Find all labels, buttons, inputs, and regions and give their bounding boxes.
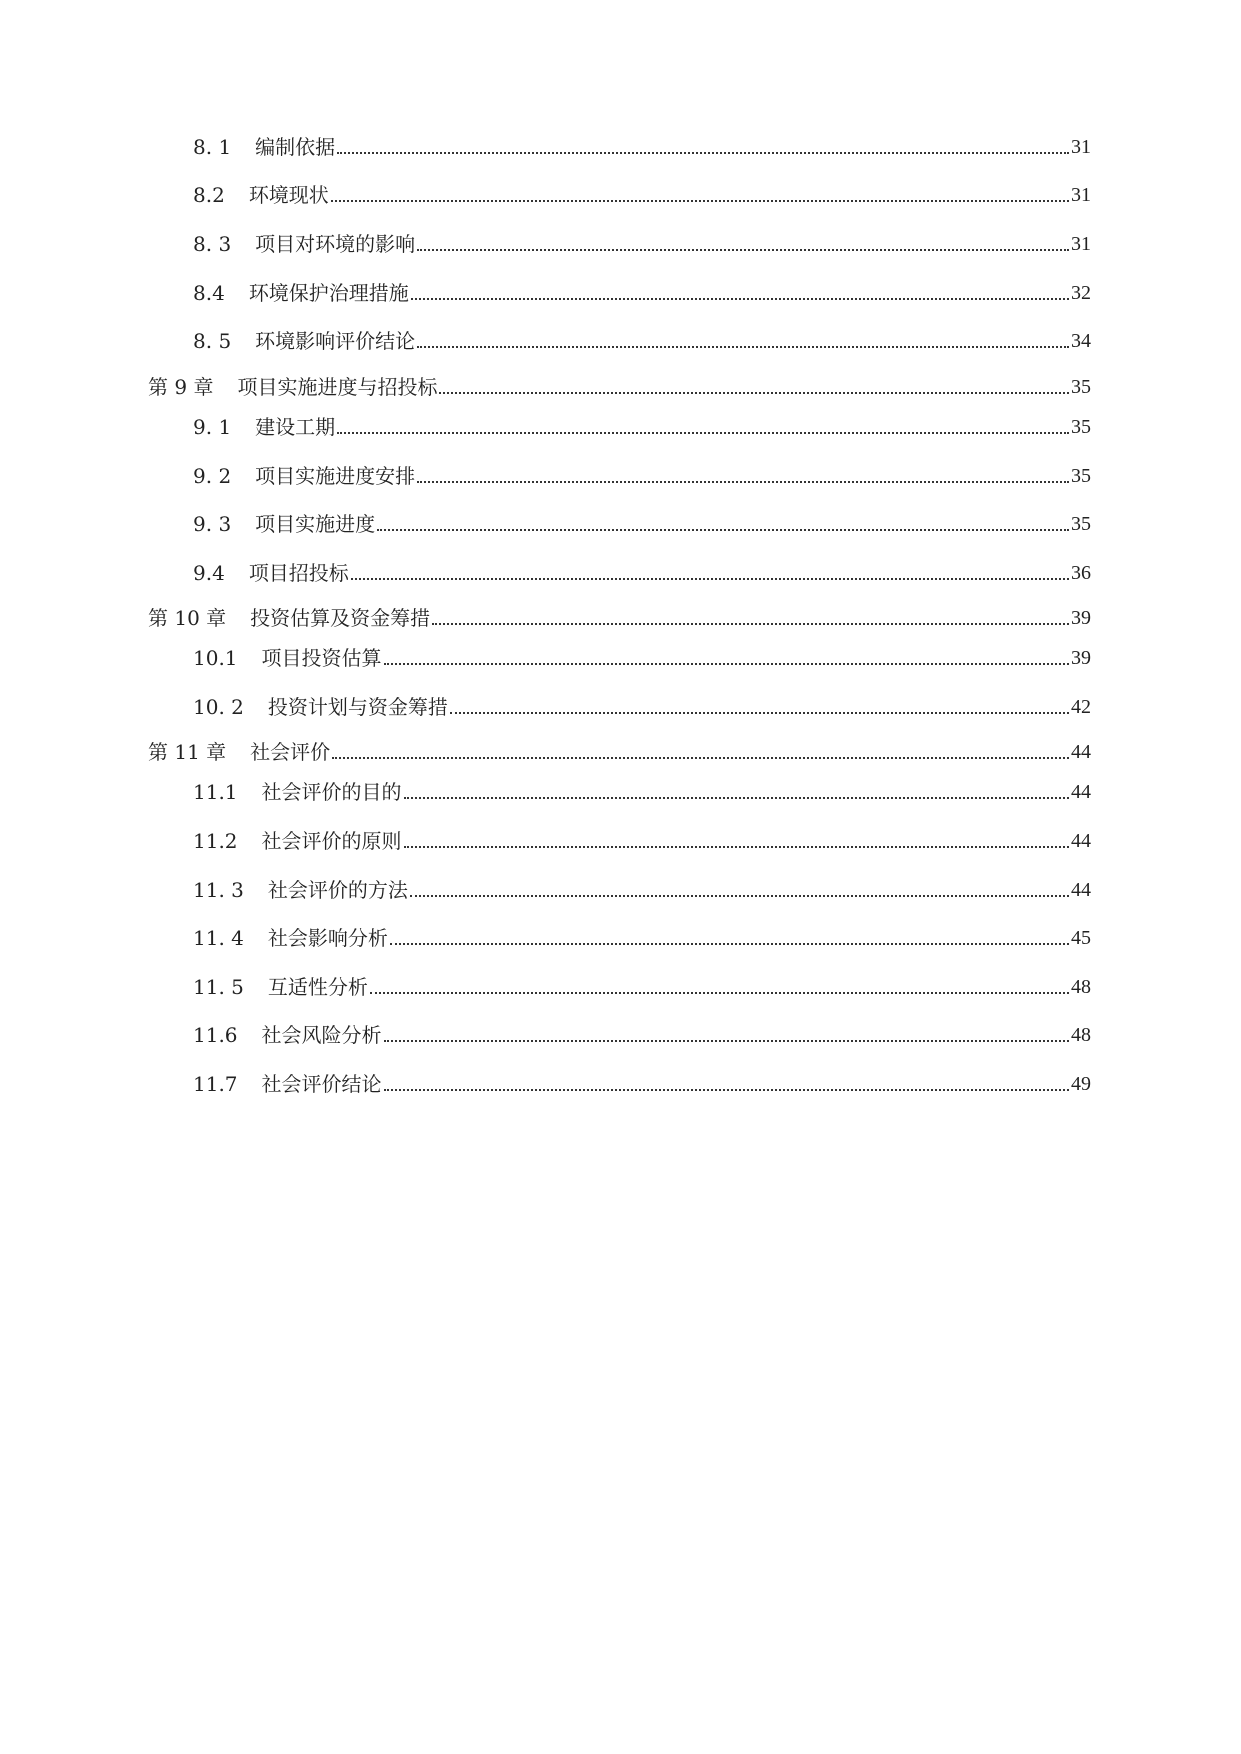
toc-entry-number: 8. 1	[193, 135, 232, 159]
toc-entry[interactable]	[193, 225, 1091, 255]
toc-entry[interactable]	[193, 322, 1091, 352]
toc-entry-title: 项目实施进度	[255, 512, 376, 536]
toc-entry-title: 社会评价的目的	[261, 780, 402, 804]
toc-entry[interactable]	[193, 505, 1091, 535]
toc-entry-number: 8. 5	[193, 329, 232, 353]
dot-leader	[377, 529, 1069, 531]
dot-leader	[337, 432, 1069, 434]
toc-entry-page: 31	[1071, 184, 1091, 206]
toc-entry-page: 35	[1071, 465, 1091, 487]
toc-entry-title: 社会影响分析	[267, 926, 388, 950]
toc-entry-number: 11.7	[193, 1072, 238, 1096]
dot-leader	[411, 298, 1069, 300]
toc-entry-title: 项目实施进度安排	[255, 464, 416, 488]
dot-leader	[450, 712, 1069, 714]
toc-entry-page: 31	[1071, 136, 1091, 158]
toc-entry-page: 36	[1071, 562, 1091, 584]
toc-entry-page: 35	[1071, 376, 1091, 398]
toc-entry[interactable]	[193, 457, 1091, 487]
dot-leader	[384, 1040, 1069, 1042]
toc-entry[interactable]	[193, 1065, 1091, 1095]
toc-entry-title: 建设工期	[255, 415, 336, 439]
toc-entry-page: 44	[1071, 830, 1091, 852]
toc-entry-title: 社会评价的方法	[267, 878, 408, 902]
dot-leader	[432, 623, 1069, 625]
toc-entry-page: 42	[1071, 696, 1091, 718]
dot-leader	[410, 895, 1069, 897]
dot-leader	[384, 1089, 1069, 1091]
toc-entry-page: 35	[1071, 416, 1091, 438]
toc-entry-title: 投资计划与资金筹措	[267, 695, 448, 719]
toc-entry-number: 9.4	[193, 561, 225, 585]
toc-entry-number: 9. 1	[193, 415, 232, 439]
toc-entry[interactable]	[193, 968, 1091, 998]
toc-chapter-entry[interactable]	[148, 599, 1091, 629]
toc-entry-number: 8.2	[193, 183, 225, 207]
toc-entry-number: 11.1	[193, 780, 238, 804]
dot-leader	[390, 943, 1069, 945]
toc-entry[interactable]	[193, 871, 1091, 901]
toc-entry-title: 社会评价	[250, 740, 331, 764]
toc-entry-page: 48	[1071, 976, 1091, 998]
toc-entry-page: 39	[1071, 647, 1091, 669]
dot-leader	[439, 392, 1069, 394]
toc-entry[interactable]	[193, 919, 1091, 949]
toc-entry-number: 11. 4	[193, 926, 244, 950]
toc-entry[interactable]	[193, 773, 1091, 803]
toc-entry[interactable]	[193, 274, 1091, 304]
toc-entry[interactable]	[193, 176, 1091, 206]
dot-leader	[417, 346, 1069, 348]
toc-entry-page: 34	[1071, 330, 1091, 352]
toc-entry-title: 项目投资估算	[261, 646, 382, 670]
toc-entry-title: 社会风险分析	[261, 1023, 382, 1047]
toc-entry-number: 11. 5	[193, 975, 244, 999]
toc-entry-number: 11.2	[193, 829, 238, 853]
toc-entry-page: 44	[1071, 741, 1091, 763]
toc-entry[interactable]	[193, 639, 1091, 669]
toc-entry-title: 互适性分析	[267, 975, 368, 999]
toc-entry-page: 45	[1071, 927, 1091, 949]
toc-entry-page: 31	[1071, 233, 1091, 255]
dot-leader	[332, 757, 1069, 759]
toc-entry-title: 环境现状	[248, 183, 329, 207]
dot-leader	[370, 992, 1069, 994]
toc-entry-title: 编制依据	[255, 135, 336, 159]
toc-entry-number: 11.6	[193, 1023, 238, 1047]
dot-leader	[404, 846, 1069, 848]
toc-entry[interactable]	[193, 822, 1091, 852]
toc-entry-title: 社会评价结论	[261, 1072, 382, 1096]
toc-entry-page: 44	[1071, 781, 1091, 803]
toc-entry-number: 第 10 章	[148, 606, 227, 630]
dot-leader	[417, 481, 1069, 483]
toc-entry[interactable]	[193, 1016, 1091, 1046]
toc-chapter-entry[interactable]	[148, 368, 1091, 398]
toc-entry[interactable]	[193, 408, 1091, 438]
toc-entry-page: 35	[1071, 513, 1091, 535]
toc-entry-title: 环境保护治理措施	[248, 281, 409, 305]
toc-entry-title: 社会评价的原则	[261, 829, 402, 853]
toc-entry-page: 44	[1071, 879, 1091, 901]
toc-entry-number: 10. 2	[193, 695, 244, 719]
dot-leader	[351, 578, 1069, 580]
toc-entry-page: 32	[1071, 282, 1091, 304]
dot-leader	[337, 152, 1069, 154]
toc-entry-number: 第 11 章	[148, 740, 227, 764]
toc-entry-number: 第 9 章	[148, 375, 214, 399]
toc-entry-number: 9. 2	[193, 464, 232, 488]
toc-entry-number: 8.4	[193, 281, 225, 305]
toc-entry-number: 9. 3	[193, 512, 232, 536]
toc-entry-title: 环境影响评价结论	[255, 329, 416, 353]
toc-entry-title: 项目对环境的影响	[255, 232, 416, 256]
toc-entry-title: 投资估算及资金筹措	[250, 606, 431, 630]
toc-entry-title: 项目招投标	[248, 561, 349, 585]
dot-leader	[331, 200, 1069, 202]
toc-entry-page: 48	[1071, 1024, 1091, 1046]
toc-entry-number: 10.1	[193, 646, 238, 670]
toc-entry-title: 项目实施进度与招投标	[237, 375, 438, 399]
toc-entry-page: 39	[1071, 607, 1091, 629]
toc-entry-page: 49	[1071, 1073, 1091, 1095]
toc-entry[interactable]	[193, 128, 1091, 158]
toc-chapter-entry[interactable]	[148, 733, 1091, 763]
toc-entry[interactable]	[193, 554, 1091, 584]
dot-leader	[384, 663, 1069, 665]
toc-entry-number: 8. 3	[193, 232, 232, 256]
dot-leader	[417, 249, 1069, 251]
toc-entry[interactable]	[193, 688, 1091, 718]
toc-entry-number: 11. 3	[193, 878, 244, 902]
dot-leader	[404, 797, 1069, 799]
